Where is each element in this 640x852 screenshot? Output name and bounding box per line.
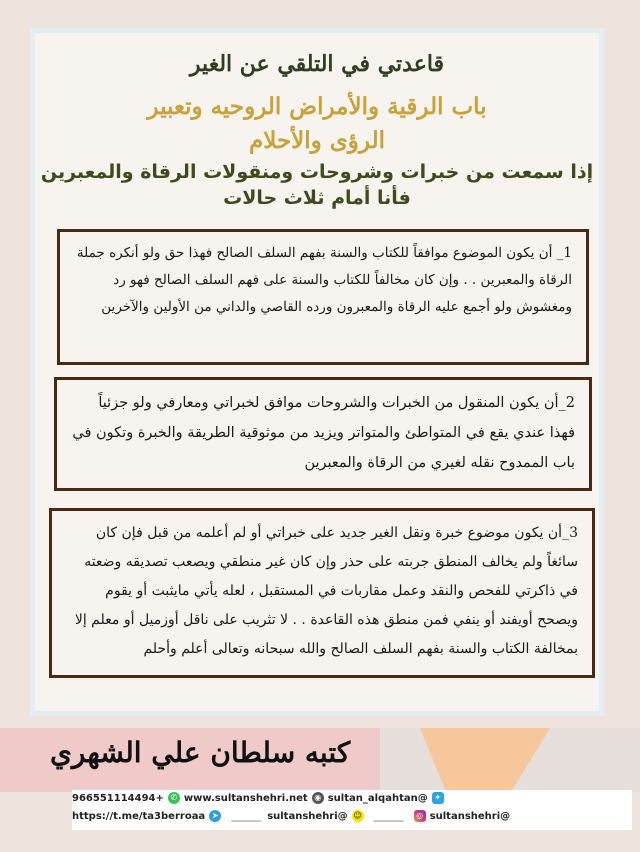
instagram-handle[interactable]: sultanshehri@ bbox=[429, 810, 511, 822]
chapter-title-line2: الرؤى والأحلام bbox=[248, 127, 385, 154]
twitter-icon: ✦ bbox=[432, 792, 444, 804]
case-box-2 bbox=[54, 377, 592, 491]
snapchat-icon: ☺ bbox=[353, 811, 362, 820]
telegram-icon: ➤ bbox=[209, 810, 221, 822]
case-box-1 bbox=[57, 229, 589, 365]
intro-line2: فأنا أمام ثلاث حالات bbox=[223, 187, 411, 209]
case-text-3: 3_أن يكون موضوع خبرة ونقل الغير جديد على خبراتي أو لم أعلمه من قبل فإن كان سائغاً ولم يخالف المنطق جربته على حذر وإن كان غير منطقي ويصعب تصديقه وضعته في ذاكرتي للفحص والنقد وعمل مقاربات في المستقبل ، لعله يأتي مايثبت أو يقوم ويصحح أويفند أو ينفي فمن منطق هذه القاعدة . . لا تثريب على ناقل أوزميل أو معلم إلا بمخالفة الكتاب والسنة بفهم السلف الصالح والله سبحانه وتعالى أعلم وأحلم bbox=[74, 525, 578, 657]
contact-row-1 bbox=[72, 792, 632, 804]
intro-line1: إذا سمعت من خبرات وشروحات ومنقولات الرقاة والمعبرين bbox=[40, 161, 594, 183]
telegram-link[interactable]: https://t.me/ta3berroaa bbox=[72, 810, 206, 822]
phone-text[interactable]: 966551114494+ bbox=[72, 792, 164, 804]
page-title: قاعدتي في التلقي عن الغير bbox=[189, 51, 445, 77]
chapter-title-line1: باب الرقية والأمراض الروحيه وتعبير bbox=[147, 93, 487, 120]
whatsapp-icon: ✆ bbox=[168, 792, 180, 804]
case-box-3 bbox=[49, 508, 595, 678]
author-signature: كتبه سلطان علي الشهري bbox=[50, 736, 351, 769]
instagram-icon: ◎ bbox=[414, 810, 426, 822]
separator: ______ bbox=[231, 810, 262, 822]
contact-row-2 bbox=[72, 810, 632, 822]
separator: ______ bbox=[373, 810, 404, 822]
content-frame bbox=[30, 28, 604, 716]
website-link[interactable]: www.sultanshehri.net bbox=[183, 792, 308, 804]
case-text-2: 2_أن يكون المنقول من الخبرات والشروحات موافق لخبراتي ومعارفي ولو جزئياً فهذا عندي يقع في المتواطئ والمتواتر ويزيد من موثوقية الطريقة والخبرة وتكون في باب الممدوح نقله لغيري من الرقاة والمعبرين bbox=[72, 395, 575, 471]
twitter-handle[interactable]: sultan_alqahtan@ bbox=[327, 792, 428, 804]
web-icon: ◉ bbox=[312, 792, 324, 804]
snapchat-handle[interactable]: sultanshehri@ bbox=[267, 810, 348, 822]
contact-bar bbox=[72, 790, 632, 830]
case-text-1: 1_ أن يكون الموضوع موافقاً للكتاب والسنة بفهم السلف الصالح فهذا حق ولو أنكره جملة الرقاة والمعبرين . . وإن كان مخالفاً للكتاب والسنة على فهم السلف الصالح فهو رد ومغشوش ولو أجمع عليه الرقاة والمعبرون ورده القاصي والداني من الأولين والآخرين bbox=[76, 245, 572, 315]
